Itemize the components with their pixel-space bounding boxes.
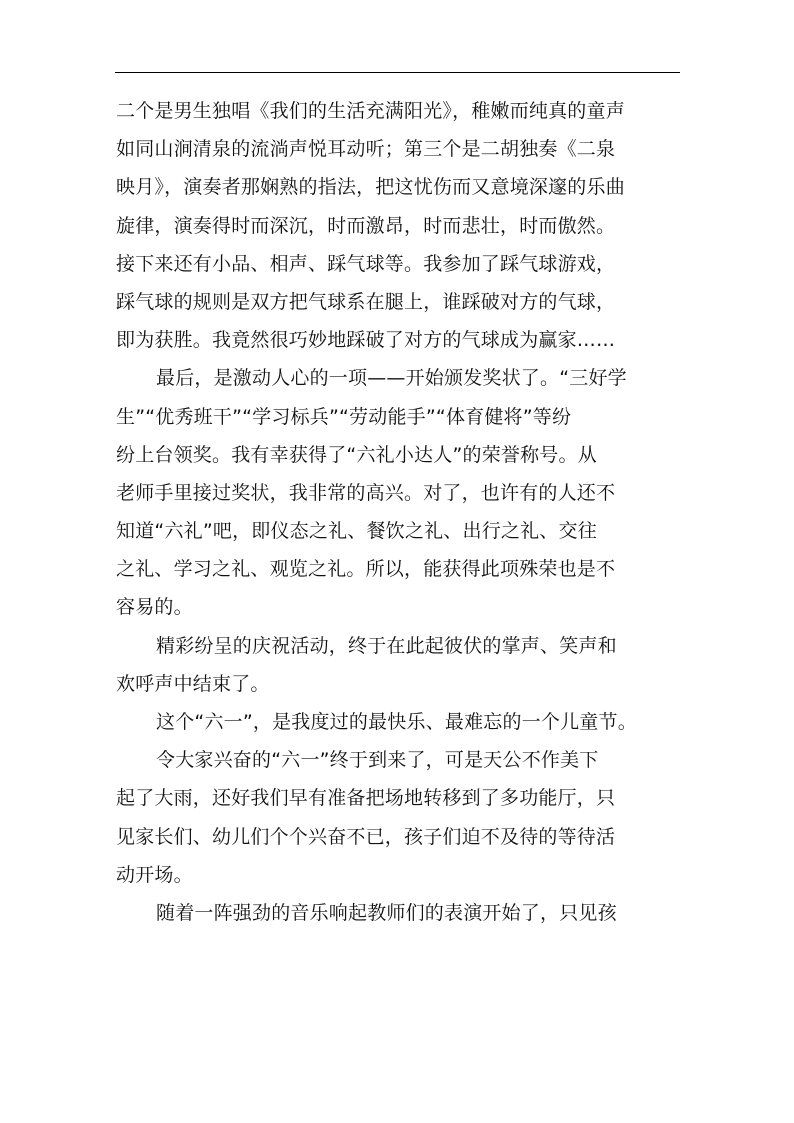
text-line: 精彩纷呈的庆祝活动，终于在此起彼伏的掌声、笑声和 bbox=[156, 634, 617, 657]
text-line: 最后，是激动人心的一项——开始颁发奖状了。“三好学 bbox=[156, 367, 627, 390]
text-line: 之礼、学习之礼、观览之礼。所以，能获得此项殊荣也是不 bbox=[116, 558, 616, 581]
text-line: 起了大雨，还好我们早有准备把场地转移到了多功能厅，只 bbox=[116, 787, 616, 810]
text-line: 如同山涧清泉的流淌声悦耳动听；第三个是二胡独奏《二泉 bbox=[116, 138, 616, 161]
text-line: 随着一阵强劲的音乐响起教师们的表演开始了，只见孩 bbox=[156, 901, 617, 924]
text-line: 二个是男生独唱《我们的生活充满阳光》，稚嫩而纯真的童声 bbox=[116, 100, 625, 122]
text-line: 这个“六一”，是我度过的最快乐、最难忘的一个儿童节。 bbox=[156, 711, 637, 733]
header-rule bbox=[115, 72, 680, 73]
text-line: 纷上台领奖。我有幸获得了“六礼小达人”的荣誉称号。从 bbox=[116, 443, 597, 466]
text-line: 容易的。 bbox=[116, 596, 193, 619]
document-body bbox=[116, 92, 686, 932]
text-line: 生”“优秀班干”“学习标兵”“劳动能手”“体育健将”等纷 bbox=[116, 405, 572, 428]
text-line: 见家长们、幼儿们个个兴奋不已，孩子们迫不及待的等待活 bbox=[116, 825, 616, 848]
text-line: 即为获胜。我竟然很巧妙地踩破了对方的气球成为赢家…… bbox=[116, 329, 616, 352]
text-line: 踩气球的规则是双方把气球系在腿上，谁踩破对方的气球， bbox=[116, 290, 616, 313]
text-line: 映月》，演奏者那娴熟的指法，把这忧伤而又意境深邃的乐曲 bbox=[116, 176, 625, 199]
text-line: 旋律，演奏得时而深沉，时而激昂，时而悲壮，时而傲然。 bbox=[116, 214, 616, 237]
text-line: 老师手里接过奖状，我非常的高兴。对了，也许有的人还不 bbox=[116, 481, 616, 504]
text-line: 令大家兴奋的“六一”终于到来了，可是天公不作美下 bbox=[156, 749, 599, 772]
text-line: 接下来还有小品、相声、踩气球等。我参加了踩气球游戏， bbox=[116, 252, 616, 275]
text-line: 欢呼声中结束了。 bbox=[116, 672, 270, 695]
text-line: 动开场。 bbox=[116, 863, 193, 886]
text-line: 知道“六礼”吧，即仪态之礼、餐饮之礼、出行之礼、交往 bbox=[116, 520, 597, 543]
